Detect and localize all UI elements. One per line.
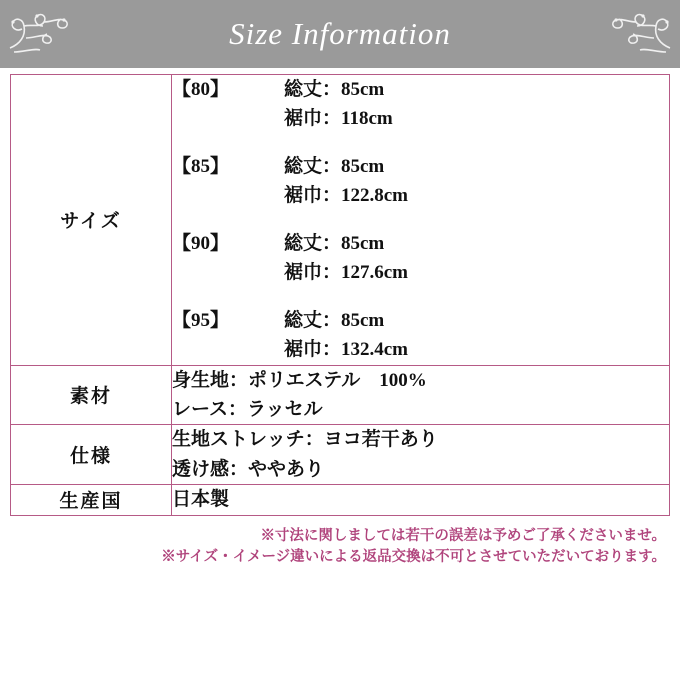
size-hem-width: 裾巾：118cm: [284, 108, 393, 130]
note-line: ※サイズ・イメージ違いによる返品交換は不可とさせていただいております。: [161, 549, 666, 566]
material-line: レース：ラッセル: [172, 398, 323, 420]
table-row: [11, 485, 670, 515]
size-hem-width: 裾巾：132.4cm: [284, 339, 409, 361]
size-total-length: 総丈：85cm: [284, 155, 385, 177]
row-value-spec: [172, 425, 670, 485]
table-row: [11, 75, 670, 366]
table-row: [11, 365, 670, 425]
size-entry: [172, 75, 669, 134]
spec-line: 透け感：ややあり: [172, 458, 325, 480]
size-entry: [172, 152, 669, 211]
size-hem-width: 裾巾：127.6cm: [284, 262, 409, 284]
size-dimensions: [284, 229, 669, 288]
row-value-country: [172, 485, 670, 515]
notes-section: [0, 526, 680, 570]
size-hem-width: 裾巾：122.8cm: [284, 185, 409, 207]
row-label-size: サイズ: [11, 75, 172, 366]
row-value-size: [172, 75, 670, 366]
note-line: ※寸法に関しましては若干の誤差は予めご了承くださいませ。: [260, 527, 666, 544]
size-dimensions: [284, 306, 669, 365]
spec-line: 生地ストレッチ：ヨコ若干あり: [172, 429, 438, 451]
size-dimensions: [284, 152, 669, 211]
row-label-material: 素材: [11, 365, 172, 425]
row-label-spec: 仕様: [11, 425, 172, 485]
header-banner: [0, 0, 680, 68]
size-entry: [172, 229, 669, 288]
size-name: 【95】: [172, 309, 230, 331]
material-line: 身生地：ポリエステル 100%: [172, 369, 427, 391]
row-label-country: 生産国: [11, 485, 172, 515]
floral-ornament-icon: [606, 8, 676, 60]
size-total-length: 総丈：85cm: [284, 79, 385, 100]
row-value-material: [172, 365, 670, 425]
table-row: [11, 425, 670, 485]
floral-ornament-icon: [4, 8, 74, 60]
size-total-length: 総丈：85cm: [284, 232, 385, 254]
page-title: Size Information: [229, 16, 451, 51]
spec-table-wrapper: [0, 74, 680, 516]
size-name: 【90】: [172, 232, 230, 254]
size-name: 【85】: [172, 155, 230, 177]
size-entry: [172, 306, 669, 365]
size-name: 【80】: [172, 79, 230, 100]
size-total-length: 総丈：85cm: [284, 309, 385, 331]
country-line: 日本製: [172, 489, 230, 511]
size-dimensions: [284, 75, 669, 134]
spec-table: [10, 74, 670, 516]
